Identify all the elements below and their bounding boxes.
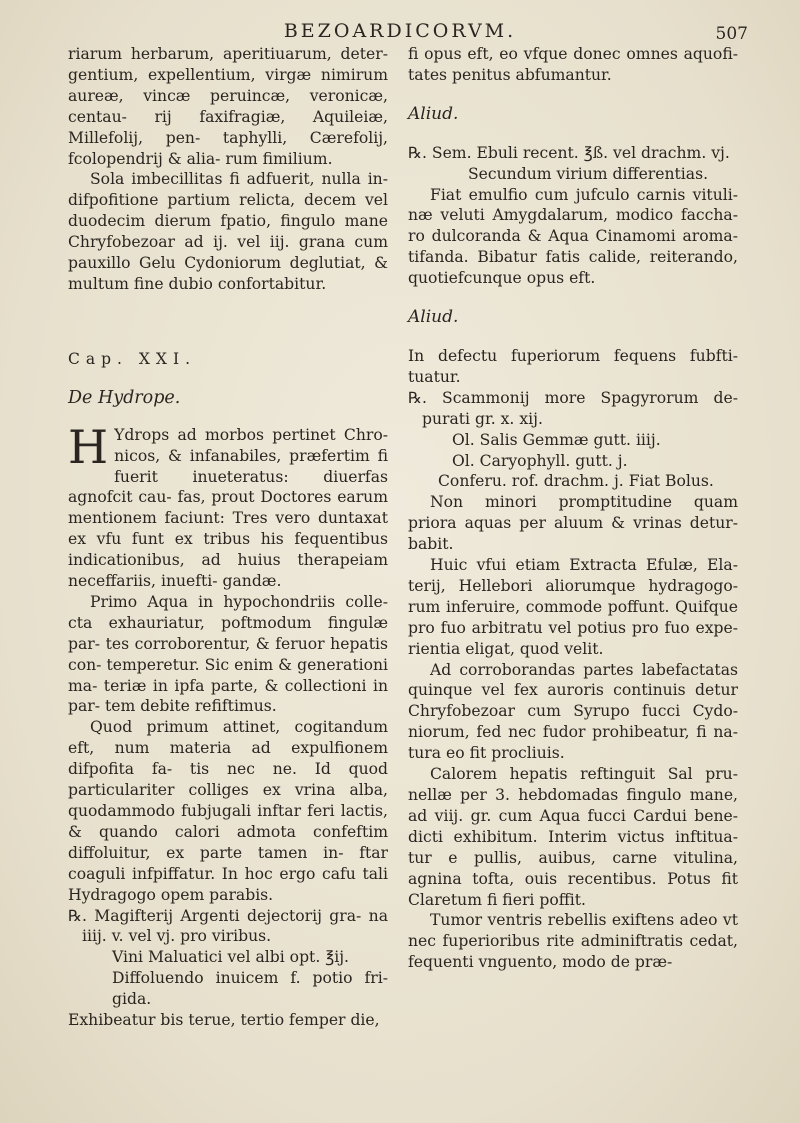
right-paragraph-1: fi opus eft, eo vfque donec omnes aquofi- tates penitus abfumantur. <box>408 45 738 84</box>
right-paragraph-9: Tumor ventris rebellis exiftens adeo vt nec fuperioribus rite adminiftratis cedat, fequenti vnguento, modo de præ- <box>408 911 738 972</box>
left-paragraph-1: riarum herbarum, aperitiuarum, deter- gentium, expellentium, virgæ nimirum aureæ, vincæ peruincæ, veronicæ, centau- rij faxifragiæ, Aquileiæ, Millefolij, pen- taphylli, Cærefolij, fcolopendrij & alia- rum fimilium. <box>68 45 388 168</box>
left-paragraph-3 <box>68 419 388 592</box>
chapter-heading: Cap. XXI. <box>68 349 196 368</box>
right-recipe-2: ℞. Scammonij more Spagyrorum de- purati gr. x. xij. <box>408 388 738 428</box>
drop-cap: H <box>68 419 109 474</box>
left-recipe-line-1: ℞. Magifterij Argenti dejectorij gra- na iiij. v. vel vj. pro viribus. <box>68 906 388 946</box>
right-paragraph-8: Calorem hepatis reftinguit Sal pru- nellæ per 3. hebdomadas fingulo mane, ad viij. gr. cum Aqua fucci Cardui bene- dicti exhibitum. Interim victus inftitua- tur e pullis, auibus, carne vitulina, agnina tofta, ouis recentibus. Potus fit Claretum fi fieri poffit. <box>408 765 738 909</box>
left-column <box>68 44 388 1031</box>
left-paragraph-4: Primo Aqua in hypochondriis colle- cta exhauriatur, poftmodum fingulæ par- tes corroborentur, & feruor hepatis con- temperetur. Sic enim & generationi ma- teriæ in ipfa parte, & collectioni in par- tem debite refiftimus. <box>68 592 388 716</box>
right-paragraph-6: Huic vfui etiam Extracta Efulæ, Ela- terij, Hellebori aliorumque hydragogo- rum inferuire, commode poffunt. Quifque pro fuo arbitratu vel potius pro fuo expe- rientia eligat, quod velit. <box>408 556 738 658</box>
right-recipe-3: Ol. Salis Gemmæ gutt. iiij. <box>452 430 661 449</box>
right-paragraph-5: Non minori promptitudine quam priora aquas per aluum & vrinas detur- babit. <box>408 493 738 554</box>
right-paragraph-4: In defectu fuperiorum fequens fubfti- tuatur. <box>408 346 738 386</box>
aliud-heading-1: Aliud. <box>408 103 459 124</box>
right-column <box>408 44 738 973</box>
left-recipe-line-2: Vini Maluatici vel albi opt. ℥ij. <box>112 948 350 967</box>
left-paragraph-3-text: Ydrops ad morbos pertinet Chro- nicos, & infanabiles, præfertim fi fuerit inueteratus: diuerfas agnofcit cau- fas, prout Doctores earum mentionem faciunt: Tres vero duntaxat ex vfu funt ex tribus his fequentibus indicationibus, ad huius therapeiam neceffariis, inuefti- gandæ. <box>68 425 388 591</box>
left-paragraph-5: Quod primum attinet, cogitandum eft, num materia ad expulfionem difpofita fa- tis nec ne. Id quod particulariter colliges ex vrina alba, quodammodo fubjugali inftar feri lactis, & quando calori admota confeftim diffoluitur, ex parte tamen in- ftar coaguli infpiffatur. In hoc ergo cafu tali Hydragogo opem parabis. <box>68 718 388 904</box>
left-paragraph-6: Exhibeatur bis terue, tertio femper die, <box>68 1011 380 1030</box>
chapter-title: De Hydrope. <box>68 387 181 408</box>
right-paragraph-3: Fiat emulfio cum jufculo carnis vituli- næ veluti Amygdalarum, modico faccha- ro dulcoranda & Aqua Cinamomi aroma- tifanda. Bibatur fatis calide, reiterando, quotiefcunque opus eft. <box>408 185 738 288</box>
right-recipe-4: Ol. Caryophyll. gutt. j. <box>452 451 628 470</box>
page-number: 507 <box>715 24 748 44</box>
aliud-heading-2: Aliud. <box>408 307 459 328</box>
right-recipe-1: ℞. Sem. Ebuli recent. ℥ß. vel drachm. vj. <box>408 143 730 162</box>
right-paragraph-7: Ad corroborandas partes labefactatas quinque vel fex auroris continuis detur Chryfobezoar cum Syrupo fucci Cydo- niorum, fed nec fudor prohibeatur, fi na- tura eo fit procliuis. <box>408 660 738 763</box>
right-recipe-5: Conferu. rof. drachm. j. Fiat Bolus. <box>438 472 714 491</box>
right-paragraph-2: Secundum virium differentias. <box>468 164 709 183</box>
running-title: BEZOARDICORVM. <box>283 20 517 42</box>
left-recipe-line-3: Diffoluendo inuicem f. potio fri- gida. <box>112 969 388 1009</box>
left-paragraph-2: Sola imbecillitas fi adfuerit, nulla in- difpofitione partium relicta, decem vel duodecim dierum fpatio, fingulo mane Chryfobezoar ad ij. vel iij. grana cum pauxillo Gelu Cydoniorum deglutiat, & multum fine dubio confortabitur. <box>68 170 388 293</box>
